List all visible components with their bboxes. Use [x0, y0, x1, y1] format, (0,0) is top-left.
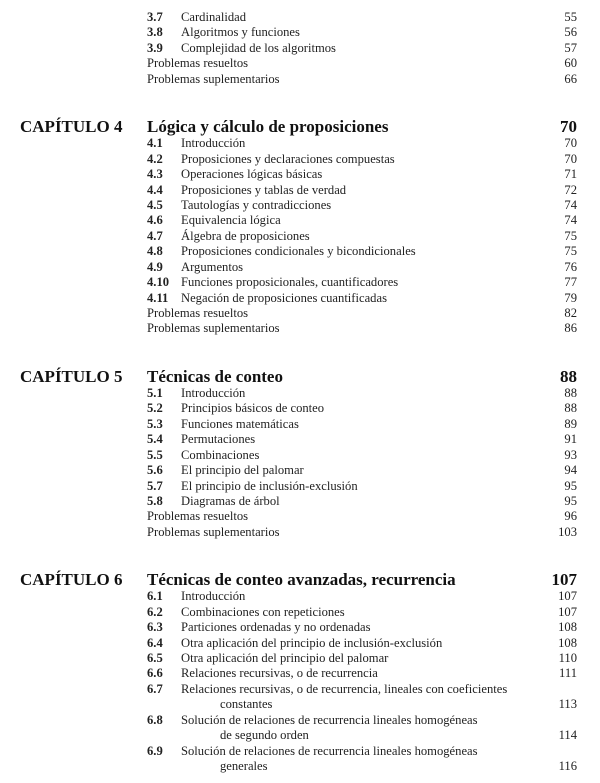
toc-entry[interactable] — [0, 713, 600, 728]
toc-entry[interactable] — [0, 401, 600, 416]
page-number: 70 — [564, 151, 577, 166]
toc-entry[interactable] — [0, 620, 600, 635]
chapter-label: CAPÍTULO 4 — [20, 117, 123, 137]
toc-entry[interactable] — [0, 183, 600, 198]
section-number: 6.5 — [147, 651, 163, 665]
toc-entry[interactable] — [0, 509, 600, 524]
page-number: 111 — [559, 666, 577, 681]
section-title: Introducción — [181, 136, 246, 151]
section-number: 4.5 — [147, 197, 163, 212]
section-number: 4.6 — [147, 213, 163, 228]
section-number: 5.1 — [147, 385, 163, 400]
section-number: 5.8 — [147, 493, 163, 508]
section-number: 6.7 — [147, 681, 163, 696]
section-number: 4.3 — [147, 167, 163, 182]
page-number: 96 — [564, 509, 577, 524]
section-title: Equivalencia lógica — [181, 213, 281, 228]
section-title: Proposiciones condicionales y bicondicionales — [181, 244, 416, 259]
page-number: 94 — [564, 463, 577, 478]
chapter-title: Técnicas de conteo avanzadas, recurrencia — [147, 570, 456, 590]
page-number: 77 — [564, 275, 577, 290]
section-number: 6.8 — [147, 712, 163, 727]
chapter-section — [0, 368, 600, 540]
page-number: 93 — [564, 447, 577, 462]
section-title: Operaciones lógicas básicas — [181, 167, 323, 182]
toc-entry[interactable] — [0, 651, 600, 666]
section-number: 4.11 — [147, 290, 169, 305]
section-title: El principio del palomar — [181, 463, 304, 478]
section-number: 4.10 — [147, 275, 170, 290]
toc-entry[interactable] — [0, 244, 600, 259]
section-title: Problemas suplementarios — [147, 524, 280, 539]
chapter-label: CAPÍTULO 5 — [20, 366, 123, 386]
page-number: 110 — [558, 651, 577, 665]
toc-entry[interactable] — [0, 494, 600, 509]
toc-entry[interactable] — [0, 136, 600, 151]
section-number: 5.7 — [147, 478, 163, 493]
toc-entry[interactable] — [0, 41, 600, 56]
section-title: Funciones proposicionales, cuantificadores — [181, 275, 399, 290]
toc-entry[interactable] — [0, 10, 600, 25]
page-number: 88 — [564, 385, 577, 400]
toc-entry[interactable] — [0, 56, 600, 71]
section-number: 5.2 — [147, 401, 163, 416]
page-number: 113 — [558, 697, 577, 712]
section-title: Argumentos — [181, 259, 244, 274]
page-number: 55 — [564, 10, 577, 24]
chapter-title: Lógica y cálculo de proposiciones — [147, 117, 389, 137]
section-number: 6.3 — [147, 620, 163, 635]
chapter-label: CAPÍTULO 6 — [20, 570, 123, 590]
chapter-heading[interactable] — [0, 571, 600, 589]
toc-entry[interactable] — [0, 72, 600, 87]
section-title: Problemas resueltos — [147, 509, 249, 524]
toc-entry[interactable] — [0, 275, 600, 290]
toc-entry[interactable] — [0, 152, 600, 167]
toc-entry[interactable] — [0, 417, 600, 432]
section-title: Proposiciones y declaraciones compuestas — [181, 151, 395, 166]
section-number: 4.7 — [147, 228, 163, 243]
section-number: 4.2 — [147, 151, 163, 166]
page-number: 86 — [564, 321, 577, 336]
section-title: Problemas suplementarios — [147, 321, 280, 336]
section-title: Permutaciones — [181, 432, 256, 447]
section-title: Proposiciones y tablas de verdad — [181, 182, 347, 197]
section-number: 5.5 — [147, 447, 163, 462]
toc-entry[interactable] — [0, 229, 600, 244]
chapter-section — [0, 571, 600, 774]
toc-entry-continuation[interactable] — [0, 697, 600, 712]
page-number: 114 — [558, 728, 577, 743]
toc-entry[interactable] — [0, 666, 600, 681]
toc-entry[interactable] — [0, 167, 600, 182]
page-number: 82 — [564, 306, 577, 320]
chapter-page-number: 70 — [560, 117, 577, 137]
section-title: Funciones matemáticas — [181, 416, 299, 431]
chapter-continuation — [0, 10, 600, 87]
section-title: Cardinalidad — [181, 10, 247, 24]
section-title: Introducción — [181, 385, 246, 400]
section-title: Solución de relaciones de recurrencia lineales homogéneas — [181, 712, 478, 727]
section-number: 3.9 — [147, 40, 163, 55]
section-title: Complejidad de los algoritmos — [181, 40, 336, 55]
page-number: 103 — [558, 524, 577, 539]
section-title: Introducción — [181, 589, 246, 604]
section-number: 6.6 — [147, 666, 163, 681]
section-title: Diagramas de árbol — [181, 493, 280, 508]
toc-entry[interactable] — [0, 321, 600, 336]
section-number: 3.7 — [147, 10, 163, 24]
section-title: Negación de proposiciones cuantificadas — [181, 290, 387, 305]
page-number: 116 — [558, 759, 577, 774]
section-number: 5.6 — [147, 463, 163, 478]
section-title-continuation: generales — [220, 759, 268, 774]
section-title: Combinaciones con repeticiones — [181, 604, 345, 619]
section-title: Combinaciones — [181, 447, 260, 462]
page-number: 76 — [564, 259, 577, 274]
toc-entry[interactable] — [0, 636, 600, 651]
page-number: 89 — [564, 416, 577, 431]
section-title: El principio de inclusión-exclusión — [181, 478, 358, 493]
toc-entry[interactable] — [0, 479, 600, 494]
section-title: Otra aplicación del principio del palomar — [181, 651, 389, 665]
section-number: 3.8 — [147, 25, 163, 40]
section-title-continuation: constantes — [220, 697, 273, 712]
toc-entry[interactable] — [0, 213, 600, 228]
page-number: 70 — [564, 136, 577, 151]
page-number: 79 — [564, 290, 577, 305]
toc-entry[interactable] — [0, 291, 600, 306]
section-number: 4.4 — [147, 182, 163, 197]
toc-entry-continuation[interactable] — [0, 759, 600, 774]
toc-entry[interactable] — [0, 260, 600, 275]
toc-entry[interactable] — [0, 525, 600, 540]
section-title: Otra aplicación del principio de inclusión-exclusión — [181, 635, 443, 650]
section-number: 4.9 — [147, 259, 163, 274]
section-title: Principios básicos de conteo — [181, 401, 325, 416]
page-number: 72 — [564, 182, 577, 197]
chapter-title: Técnicas de conteo — [147, 366, 283, 386]
page-number: 56 — [564, 25, 577, 40]
page-number: 91 — [564, 432, 577, 447]
page-number: 95 — [564, 493, 577, 508]
page-number: 60 — [564, 56, 577, 71]
section-number: 5.4 — [147, 432, 163, 447]
page-number: 108 — [558, 620, 577, 635]
section-title: Solución de relaciones de recurrencia lineales homogéneas — [181, 743, 478, 758]
page-number: 74 — [564, 197, 577, 212]
section-number: 6.2 — [147, 604, 163, 619]
toc-entry[interactable] — [0, 682, 600, 697]
section-number: 6.4 — [147, 635, 163, 650]
chapter-heading[interactable] — [0, 118, 600, 136]
page-number: 74 — [564, 213, 577, 228]
section-title: Tautologías y contradicciones — [181, 197, 332, 212]
toc-entry[interactable] — [0, 463, 600, 478]
toc-entry[interactable] — [0, 448, 600, 463]
toc-entry[interactable] — [0, 306, 600, 321]
section-number: 6.9 — [147, 743, 163, 758]
section-title: Particiones ordenadas y no ordenadas — [181, 620, 371, 635]
page-number: 107 — [558, 589, 577, 604]
section-title: Problemas suplementarios — [147, 71, 280, 86]
toc-entry[interactable] — [0, 589, 600, 604]
section-title-continuation: de segundo orden — [220, 728, 309, 743]
page-number: 71 — [564, 167, 577, 182]
page-number: 108 — [558, 635, 577, 650]
chapter-section — [0, 118, 600, 337]
page-number: 66 — [564, 71, 577, 86]
toc-entry[interactable] — [0, 605, 600, 620]
section-number: 4.1 — [147, 136, 163, 151]
section-title: Álgebra de proposiciones — [181, 228, 310, 243]
section-title: Algoritmos y funciones — [181, 25, 300, 40]
section-title: Problemas resueltos — [147, 306, 249, 320]
toc-entry[interactable] — [0, 198, 600, 213]
toc-entry[interactable] — [0, 386, 600, 401]
toc-entry[interactable] — [0, 25, 600, 40]
page-number: 75 — [564, 228, 577, 243]
section-number: 5.3 — [147, 416, 163, 431]
toc-entry[interactable] — [0, 744, 600, 759]
page-number: 95 — [564, 478, 577, 493]
page-number: 75 — [564, 244, 577, 259]
chapter-heading[interactable] — [0, 368, 600, 386]
table-of-contents — [0, 10, 600, 775]
page-number: 107 — [558, 604, 577, 619]
section-title: Relaciones recursivas, o de recurrencia, lineales con coeficientes — [181, 681, 508, 696]
toc-entry[interactable] — [0, 432, 600, 447]
chapter-page-number: 88 — [560, 366, 577, 386]
section-number: 4.8 — [147, 244, 163, 259]
chapter-page-number: 107 — [551, 570, 577, 590]
page-number: 57 — [564, 40, 577, 55]
page-number: 88 — [564, 401, 577, 416]
section-title: Problemas resueltos — [147, 56, 249, 71]
section-title: Relaciones recursivas, o de recurrencia — [181, 666, 378, 681]
toc-entry-continuation[interactable] — [0, 728, 600, 743]
section-number: 6.1 — [147, 589, 163, 604]
